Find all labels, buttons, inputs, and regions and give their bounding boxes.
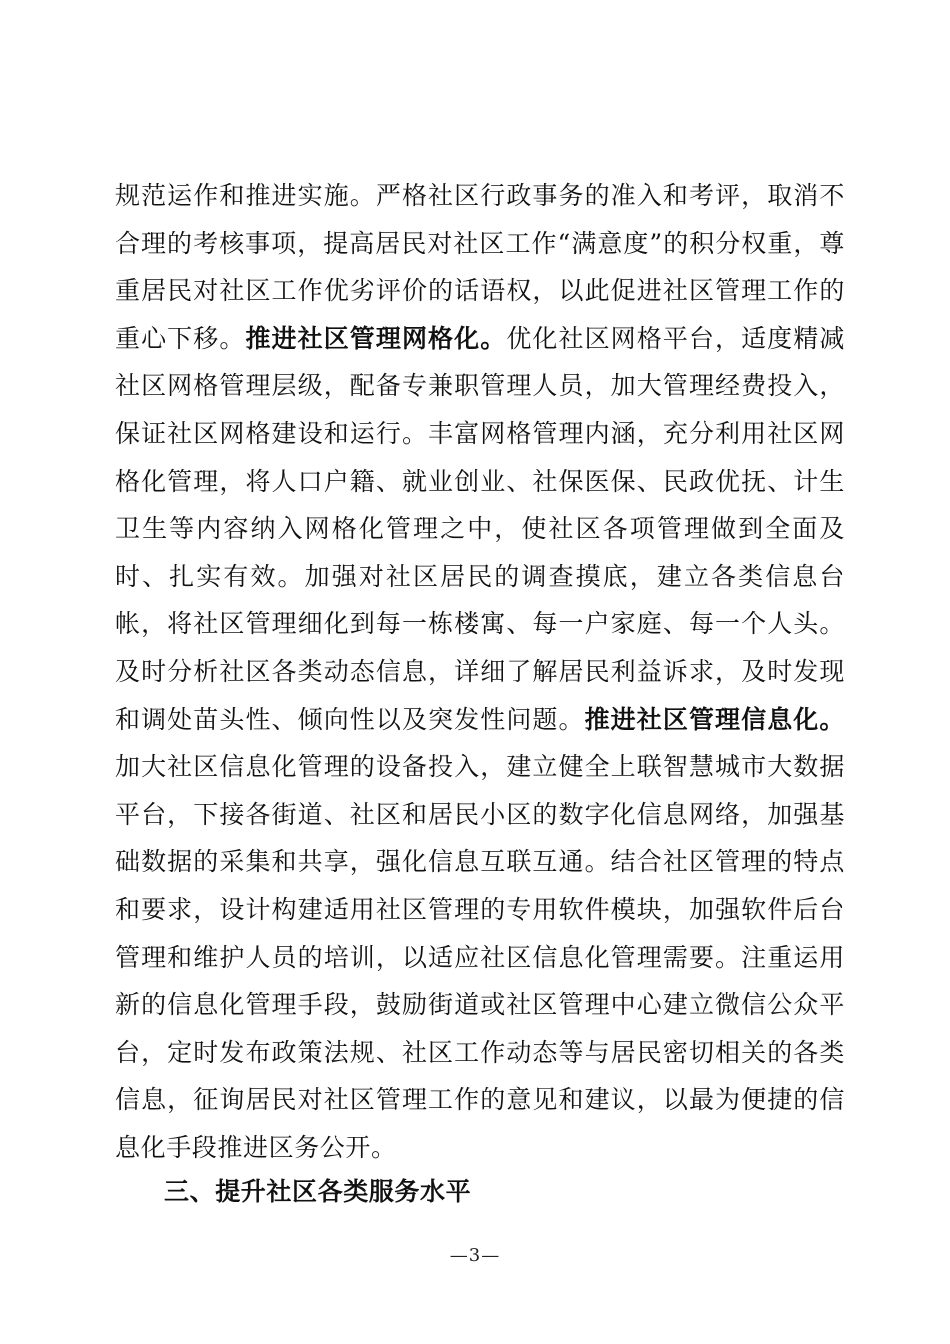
paragraph-sentence-3: 加大社区信息化管理的设备投入，建立健全上联智慧城市大数据平台，下接各街道、社区和居民小区的数字化信息网络，加强基础数据的采集和共享，强化信息互联互通。结合社区管理的特点和要求，设计构建适用社区管理的专用软件模块，加强软件后台管理和维护人员的培训，以适应社区信息化管理需要。注重运用新的信息化管理手段，鼓励街道或社区管理中心建立微信公众平台，定时发布政策法规、社区工作动态等与居民密切相关的各类信息，征询居民对社区管理工作的意见和建议，以最为便捷的信息化手段推进区务公开。 bbox=[115, 752, 845, 1162]
body-paragraph bbox=[115, 172, 845, 1171]
page-number: —3— bbox=[449, 1245, 501, 1266]
section-heading: 三、提升社区各类服务水平 bbox=[164, 1177, 472, 1206]
bold-subheading-grid: 推进社区管理网格化。 bbox=[245, 323, 507, 353]
bold-subheading-informatization: 推进社区管理信息化。 bbox=[584, 704, 845, 734]
paragraph-sentence-1: 规范运作和推进实施。严格社区行政事务的准入和考评，取消不合理的考核事项，提高居民对社区工作“满意度”的积分权重，尊重居民对社区工作优劣评价的话语权，以此促进社区管理工作的重心下移。 bbox=[115, 181, 845, 353]
paragraph-sentence-2: 优化社区网格平台，适度精减社区网格管理层级，配备专兼职管理人员，加大管理经费投入，保证社区网格建设和运行。丰富网格管理内涵，充分利用社区网格化管理，将人口户籍、就业创业、社保医保、民政优抚、计生卫生等内容纳入网格化管理之中，使社区各项管理做到全面及时、扎实有效。加强对社区居民的调查摸底，建立各类信息台帐，将社区管理细化到每一栋楼寓、每一户家庭、每一个人头。及时分析社区各类动态信息，详细了解居民利益诉求，及时发现和调处苗头性、倾向性以及突发性问题。 bbox=[115, 323, 845, 734]
paragraph-text bbox=[115, 172, 845, 1171]
